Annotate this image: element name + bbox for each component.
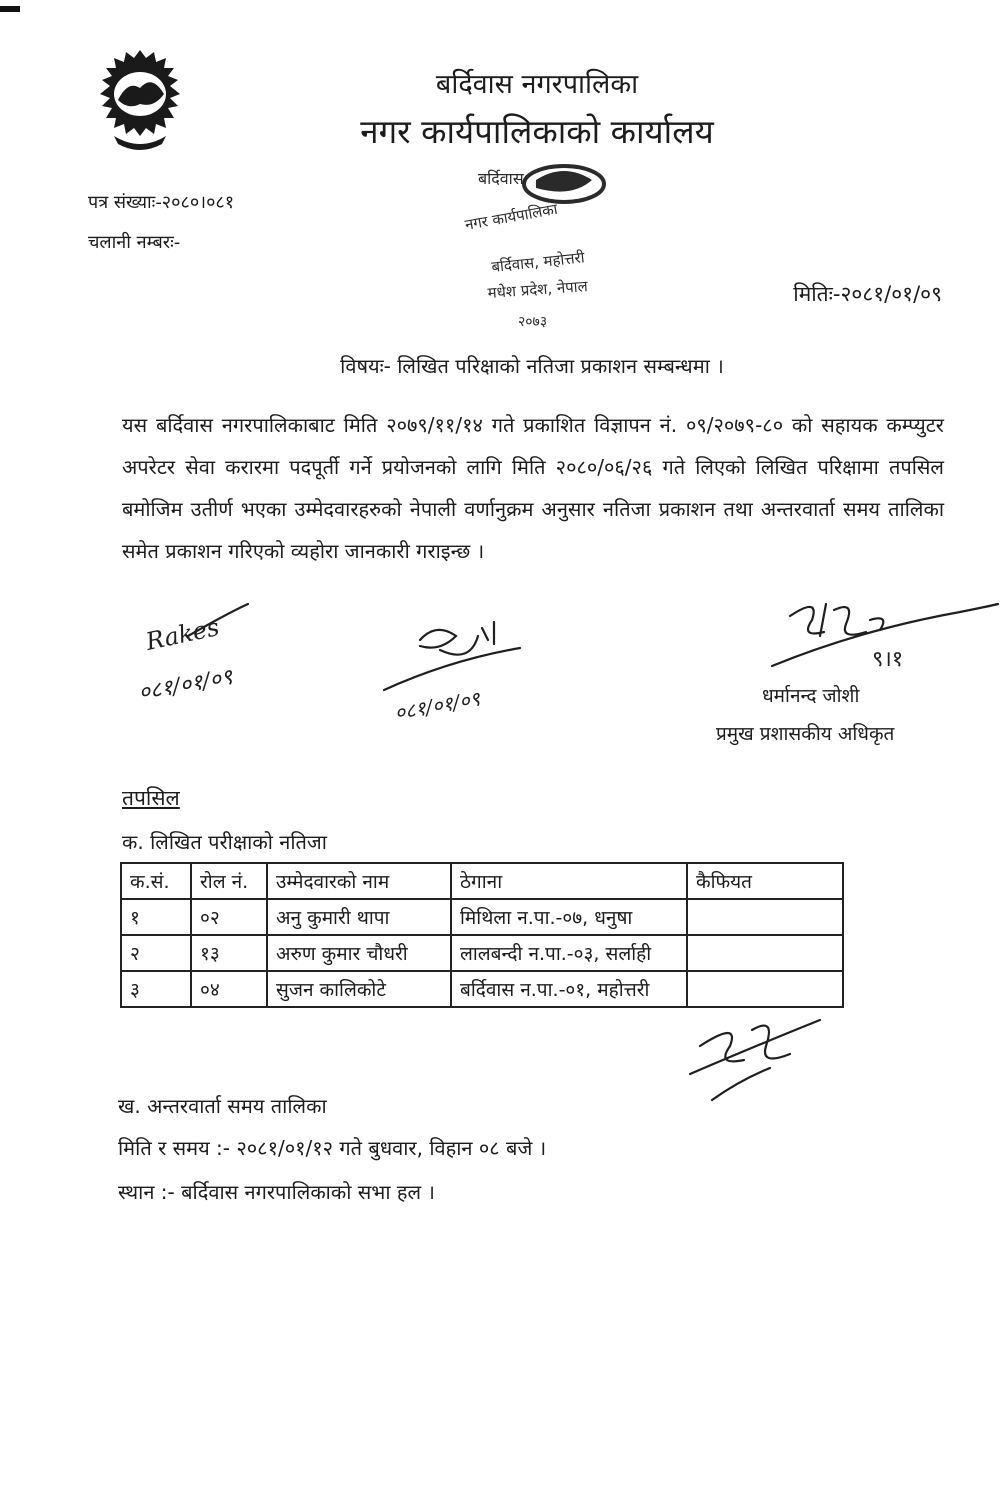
cell-serial: ३	[121, 971, 191, 1007]
cell-candidate-name: सुजन कालिकोटे	[267, 971, 451, 1007]
municipality-name: बर्दिवास नगरपालिका	[435, 69, 639, 100]
results-table	[120, 862, 844, 1008]
left-signature-name: Rakes	[143, 613, 222, 656]
cell-roll-no: ०२	[191, 899, 267, 935]
cell-serial: १	[121, 899, 191, 935]
col-remarks: कैफियत	[687, 863, 843, 899]
stamp-line-5: २०७३	[518, 314, 548, 330]
interview-heading: ख. अन्तरवार्ता समय तालिका	[118, 1094, 327, 1118]
table-signature	[690, 1020, 820, 1100]
cell-remarks	[687, 935, 843, 971]
letter-number: पत्र संख्याः-२०८०।०८१	[88, 192, 235, 213]
cell-serial: २	[121, 935, 191, 971]
letter-date: मितिः-२०८१/०१/०९	[793, 282, 942, 306]
cell-address: मिथिला न.पा.-०७, धनुषा	[451, 899, 687, 935]
subject-line: विषयः- लिखित परिक्षाको नतिजा प्रकाशन सम्बन्धमा ।	[340, 354, 724, 378]
section-title-tapasil: तपसिल	[122, 786, 180, 810]
stamp-line-3: बर्दिवास, महोत्तरी	[490, 248, 586, 276]
cell-address: लालबन्दी न.पा.-०३, सर्लाही	[451, 935, 687, 971]
cell-candidate-name: अरुण कुमार चौधरी	[267, 935, 451, 971]
dispatch-number: चलानी नम्बरः-	[88, 232, 181, 253]
middle-signature-date: ०८१/०१/०९	[392, 686, 482, 725]
stamp-line-2: नगर कार्यपालिका	[463, 199, 559, 234]
interview-datetime: मिति र समय :- २०८१/०१/१२ गते बुधवार, विहान ०८ बजे ।	[118, 1136, 547, 1160]
interview-venue: स्थान :- बर्दिवास नगरपालिकाको सभा हल ।	[118, 1180, 435, 1204]
table-row	[121, 971, 843, 1007]
cell-remarks	[687, 899, 843, 935]
table-row	[121, 935, 843, 971]
left-signature	[137, 604, 248, 706]
col-address: ठेगाना	[451, 863, 687, 899]
left-signature-date: ०८१/०१/०९	[136, 664, 235, 706]
middle-signature	[384, 622, 520, 725]
stamp-line-4: मधेश प्रदेश, नेपाल	[487, 277, 589, 302]
table-row	[121, 899, 843, 935]
signer-title: प्रमुख प्रशासकीय अधिकृत	[716, 723, 895, 745]
office-title: नगर कार्यपालिकाको कार्यालय	[360, 112, 714, 151]
right-signature-date: ९।१	[872, 647, 904, 672]
cell-candidate-name: अनु कुमारी थापा	[267, 899, 451, 935]
cell-remarks	[687, 971, 843, 1007]
cell-roll-no: ०४	[191, 971, 267, 1007]
results-heading: क. लिखित परीक्षाको नतिजा	[122, 830, 327, 854]
right-signature	[772, 604, 998, 672]
cell-address: बर्दिवास न.पा.-०१, महोत्तरी	[451, 971, 687, 1007]
col-candidate-name: उम्मेदवारको नाम	[267, 863, 451, 899]
body-paragraph: यस बर्दिवास नगरपालिकाबाट मिति २०७९/११/१४ गते प्रकाशित विज्ञापन नं. ०९/२०७९-८० को सहायक कम्प्युटर अपरेटर सेवा करारमा पदपूर्ती गर्ने प्रयोजनको लागि मिति २०८०/०६/२६ गते लिएको लिखित परिक्षामा तपसिल बमोजिम उतीर्ण भएका उम्मेदवारहरुको नेपाली वर्णानुक्रम अनुसार नतिजा प्रकाशन तथा अन्तरवार्ता समय तालिका समेत प्रकाशन गरिएको व्यहोरा जानकारी गराइन्छ ।	[122, 413, 944, 563]
col-roll-no: रोल नं.	[191, 863, 267, 899]
stamp-line-1: बर्दिवास	[478, 169, 524, 188]
signer-name: धर्मानन्द जोशी	[762, 685, 860, 707]
col-serial: क.सं.	[121, 863, 191, 899]
results-header-row	[121, 863, 843, 899]
cell-roll-no: १३	[191, 935, 267, 971]
